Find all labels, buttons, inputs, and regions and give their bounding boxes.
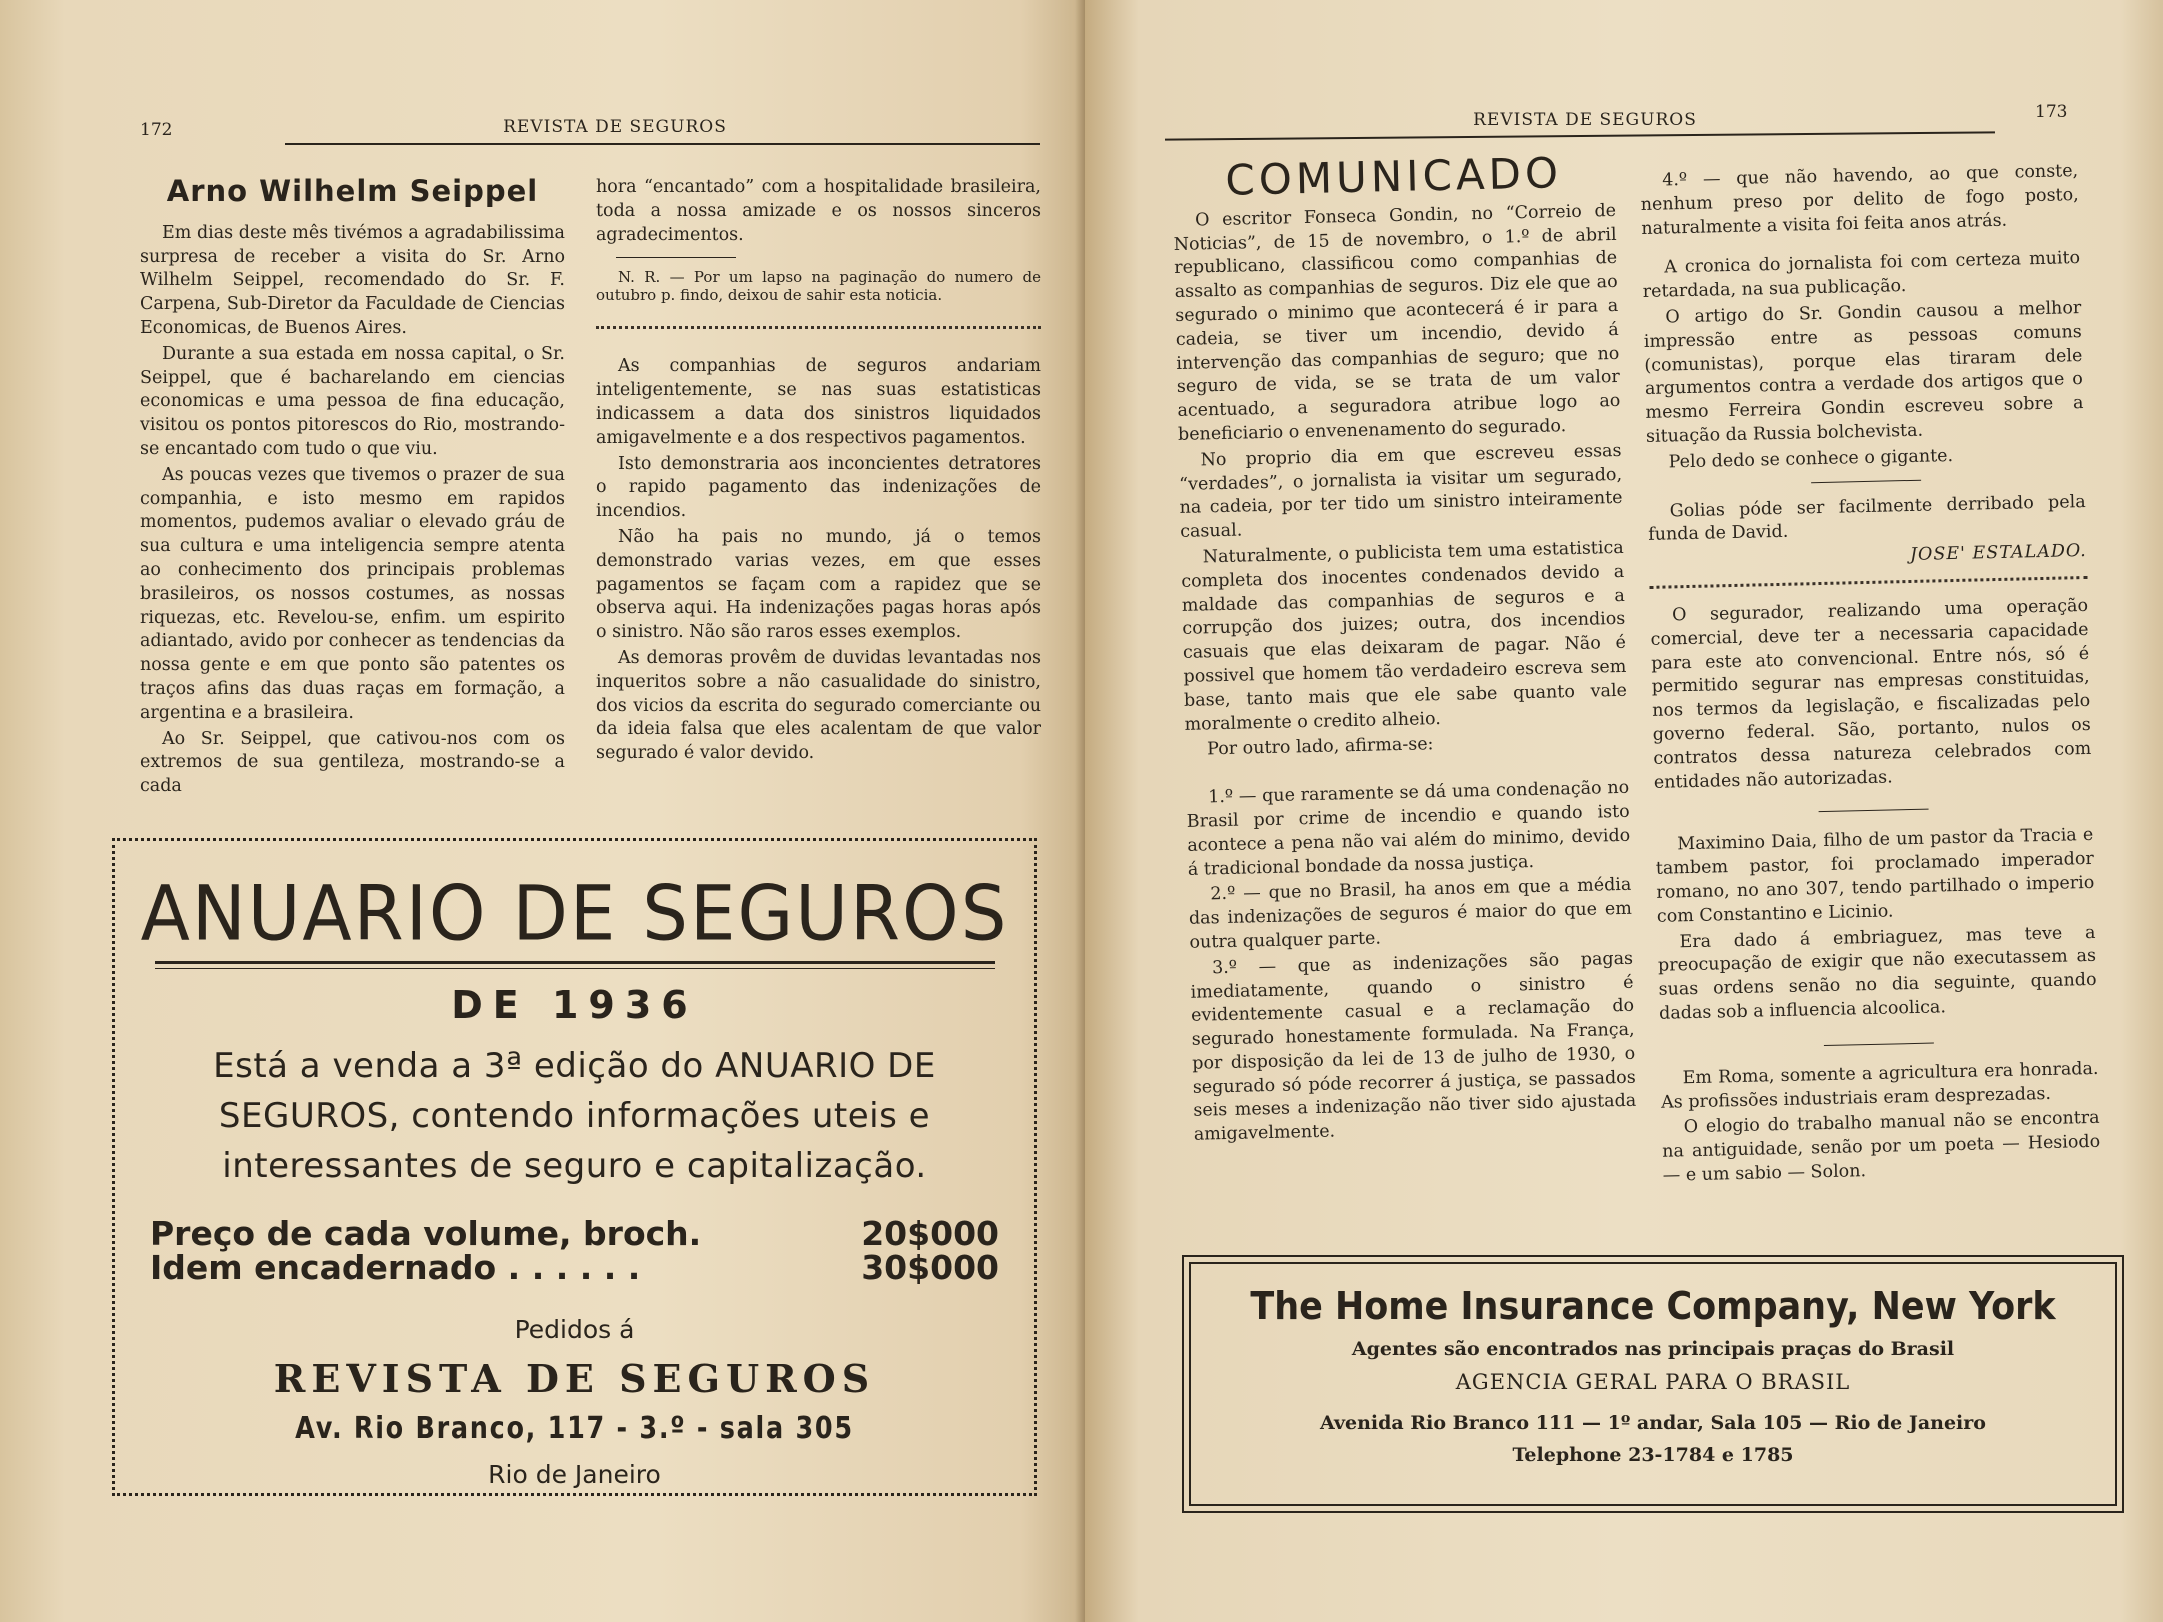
paragraph: As poucas vezes que tivemos o prazer de sua companhia, e isto mesmo em rapidos momentos, pudemos avaliar o elevado gráu de sua cultura e uma inteligencia sempre atenta ao conhecimento dos principais problemas brasileiros, os nossos costumes, as nossas riquezas, etc. Revelou-se, enfim. um espirito adiantado, avido por conhecer as tendencias da nossa gente e em que ponto são patentes os traços afins das duas raças em formação, a argentina e a brasileira. <box>140 464 565 723</box>
page-number: 173 <box>2035 102 2068 122</box>
header-rule <box>285 143 1040 145</box>
paragraph: Naturalmente, o publicista tem uma estatistica completa dos inocentes condenados devido a maldade das companhias de seguros e a corrupção dos juizes; outra, dos incendios casuais que elas deixaram de pagar. Não é possivel que homem tão verdadeiro escreva sem base, tanto mais que ele sabe quanto vale moralmente o credito alheio. <box>1181 537 1628 735</box>
paragraph: As demoras provêm de duvidas levantadas nos inqueritos sobre a não casualidade do sinistro, dos vicios da escrita do segurado comerciante ou da ideia falsa que eles acalentam de que valor segurado é valor devido. <box>596 647 1041 764</box>
article-title: COMUNICADO <box>1224 148 1563 205</box>
ad-year: DE 1936 <box>451 983 698 1027</box>
paragraph: O elogio do trabalho manual não se encontra na antiguidade, senão por um poeta — Hesiodo — e um sabio — Solon. <box>1662 1108 2101 1186</box>
paragraph: As companhias de seguros andariam inteligentemente, se nas suas estatisticas indicassem a data dos sinistros liquidados amigavelmente e a dos respectivos pagamentos. <box>596 356 1041 448</box>
paragraph: Em dias deste mês tivémos a agradabilissima surpresa de receber a visita do Sr. Arno Wilhelm Seippel, recomendado do Sr. F. Carpena, Sub-Diretor da Faculdade de Ciencias Economicas, de Buenos Aires. <box>140 222 565 338</box>
numbered-item: 1.º — que raramente se dá uma condenação no Brasil por crime de incendio e quando isto acontece a pena não vai além do minimo, devido á tradicional bondade da nossa justiça. <box>1186 777 1631 880</box>
price-row <box>150 1214 999 1253</box>
paragraph: Isto demonstraria aos inconcientes detratores o rapido pagamento das indenizações de incendios. <box>596 453 1041 522</box>
paragraph: Em Roma, somente a agricultura era honrada. As profissões industriais eram desprezadas. <box>1660 1058 2099 1113</box>
article-column-2 <box>596 176 1041 768</box>
price-value: 20$000 <box>861 1214 999 1253</box>
paragraph: Ao Sr. Seippel, que cativou-nos com os extremos de sua gentileza, mostrando-se a cada <box>140 728 565 797</box>
home-insurance-advertisement <box>1182 1255 2124 1513</box>
paragraph: No proprio dia em que escreveu essas “verdades”, o jornalista ia visitar um segurado, na cadeia, por ter tido um sinistro inteiramente casual. <box>1178 440 1623 543</box>
ad-description: Está a venda a 3ª edição do ANUARIO DE SEGUROS, contendo informações uteis e interessantes de seguro e capitalização. <box>213 1046 936 1186</box>
signature: JOSE' ESTALADO. <box>1909 541 2087 566</box>
editor-note: N. R. — Por um lapso na paginação do numero de outubro p. findo, deixou de sahir esta noticia. <box>596 268 1041 305</box>
ad-inner-frame <box>1189 1262 2117 1506</box>
ad-city: Rio de Janeiro <box>488 1460 661 1489</box>
price-list <box>115 1214 1034 1287</box>
paragraph: A cronica do jornalista foi com certeza muito retardada, na sua publicação. <box>1642 248 2081 303</box>
divider <box>1819 809 1929 812</box>
paragraph-continuation: hora “encantado” com a hospitalidade brasileira, toda a nossa amizade e os nossos sinceros agradecimentos. <box>596 177 1041 245</box>
dotted-separator <box>596 326 1041 329</box>
divider <box>1824 1042 1934 1045</box>
ad-title-underline <box>155 961 995 969</box>
article-title: Arno Wilhelm Seippel <box>166 174 539 208</box>
ad-address: Av. Rio Branco, 117 - 3.º - sala 305 <box>295 1411 854 1446</box>
running-header: REVISTA DE SEGUROS <box>1473 110 1697 130</box>
page-number: 172 <box>140 120 173 140</box>
paragraph: Pelo dedo se conhece o gigante. <box>1668 445 1954 473</box>
paragraph: Golias póde ser facilmente derribado pela funda de David. <box>1648 491 2086 546</box>
paragraph: O segurador, realizando uma operação comercial, deve ter a necessaria capacidade para este ato convencional. Entre nós, só é permitido segurar nas empresas constituidas, nos termos da legislação, e fiscalizadas pelo governo federal. São, portanto, nulos os contratos dessa natureza celebrados com entidades não autorizadas. <box>1650 595 2092 793</box>
paragraph: Era dado á embriaguez, mas teve a preocupação de exigir que não executassem as suas ordens senão no dia seguinte, quando dadas sob a influencia alcoolica. <box>1657 922 2097 1024</box>
price-label: Preço de cada volume, broch. <box>150 1214 702 1253</box>
numbered-item: 2.º — que no Brasil, ha anos em que a média das indenizações de seguros é maior do que em outra qualquer parte. <box>1188 875 1633 953</box>
running-header: REVISTA DE SEGUROS <box>503 117 727 137</box>
paragraph: Não ha pais no mundo, já o temos demonstrado varias vezes, em que esses pagamentos se façam com a rapidez que se observa aqui. Ha indenizações pagas horas após o sinistro. Não são raros esses exemplos. <box>596 526 1041 643</box>
numbered-item: 4.º — que não havendo, ao que conste, nenhum preso por delito de fogo posto, naturalmente a visita foi feita anos atrás. <box>1640 161 2079 239</box>
paragraph: O escritor Fonseca Gondin, no “Correio de Noticias”, de 15 de novembro, o 1.º de abril republicano, classificou como companhias de assalto as companhias de seguros. Diz ele que ao segurado o minimo que acontecerá é ir para a cadeia, se tiver um incendio, devido á intervenção das companhias de seguro; que no seguro de vida, se se trata de um valor acentuado, a seguradora atribue logo ao beneficiario o envenenamento do segurado. <box>1173 200 1621 445</box>
price-label: Idem encadernado . . . . . . <box>150 1248 641 1287</box>
ad-agency: AGENCIA GERAL PARA O BRASIL <box>1455 1370 1851 1394</box>
ad-phone: Telephone 23-1784 e 1785 <box>1512 1444 1794 1466</box>
ad-agents: Agentes são encontrados nas principais praças do Brasil <box>1351 1338 1955 1360</box>
article-column-1 <box>140 174 565 801</box>
anuario-advertisement <box>112 838 1037 1496</box>
paragraph: Por outro lado, afirma-se: <box>1206 734 1434 760</box>
header-rule <box>1165 131 1995 140</box>
article-column-1 <box>1172 148 1637 1150</box>
ad-publisher: REVISTA DE SEGUROS <box>273 1356 876 1401</box>
numbered-item: 3.º — que as indenizações são pagas imediatamente, quando o sinistro é evidentemente casual e a reclamação do segurado honestamente formulada. Na França, por disposição da lei de 13 de julho de 1930, o segurado só póde recorrer á justiça, se passados seis meses a indenização não tiver sido ajustada amigavelmente. <box>1190 948 1637 1146</box>
ad-title: ANUARIO DE SEGUROS <box>140 868 1009 958</box>
ad-title: The Home Insurance Company, New York <box>1250 1284 2056 1328</box>
price-row <box>150 1248 999 1287</box>
dotted-separator <box>1649 576 2087 589</box>
ad-orders-label: Pedidos á <box>514 1315 635 1344</box>
paragraph: O artigo do Sr. Gondin causou a melhor impressão entre as pessoas comuns (comunistas), porque elas tiraram dele argumentos contra a verdade dos artigos que o mesmo Ferreira Gondin escreveu sobre a situação da Russia bolchevista. <box>1643 298 2084 447</box>
divider <box>616 257 736 258</box>
divider <box>1811 479 1921 482</box>
article-column-2 <box>1640 160 2101 1190</box>
paragraph: Durante a sua estada em nossa capital, o Sr. Seippel, que é bacharelando em ciencias economicas e uma pessoa de fina educação, visitou os pontos pitorescos do Rio, mostrando-se encantado com tudo o que viu. <box>140 343 565 459</box>
ad-address: Avenida Rio Branco 111 — 1º andar, Sala 105 — Rio de Janeiro <box>1320 1412 1986 1434</box>
paragraph: Maximino Daia, filho de um pastor da Tracia e tambem pastor, foi proclamado imperador romano, no ano 307, tendo partilhado o imperio com Constantino e Licinio. <box>1655 825 2095 927</box>
price-value: 30$000 <box>861 1248 999 1287</box>
